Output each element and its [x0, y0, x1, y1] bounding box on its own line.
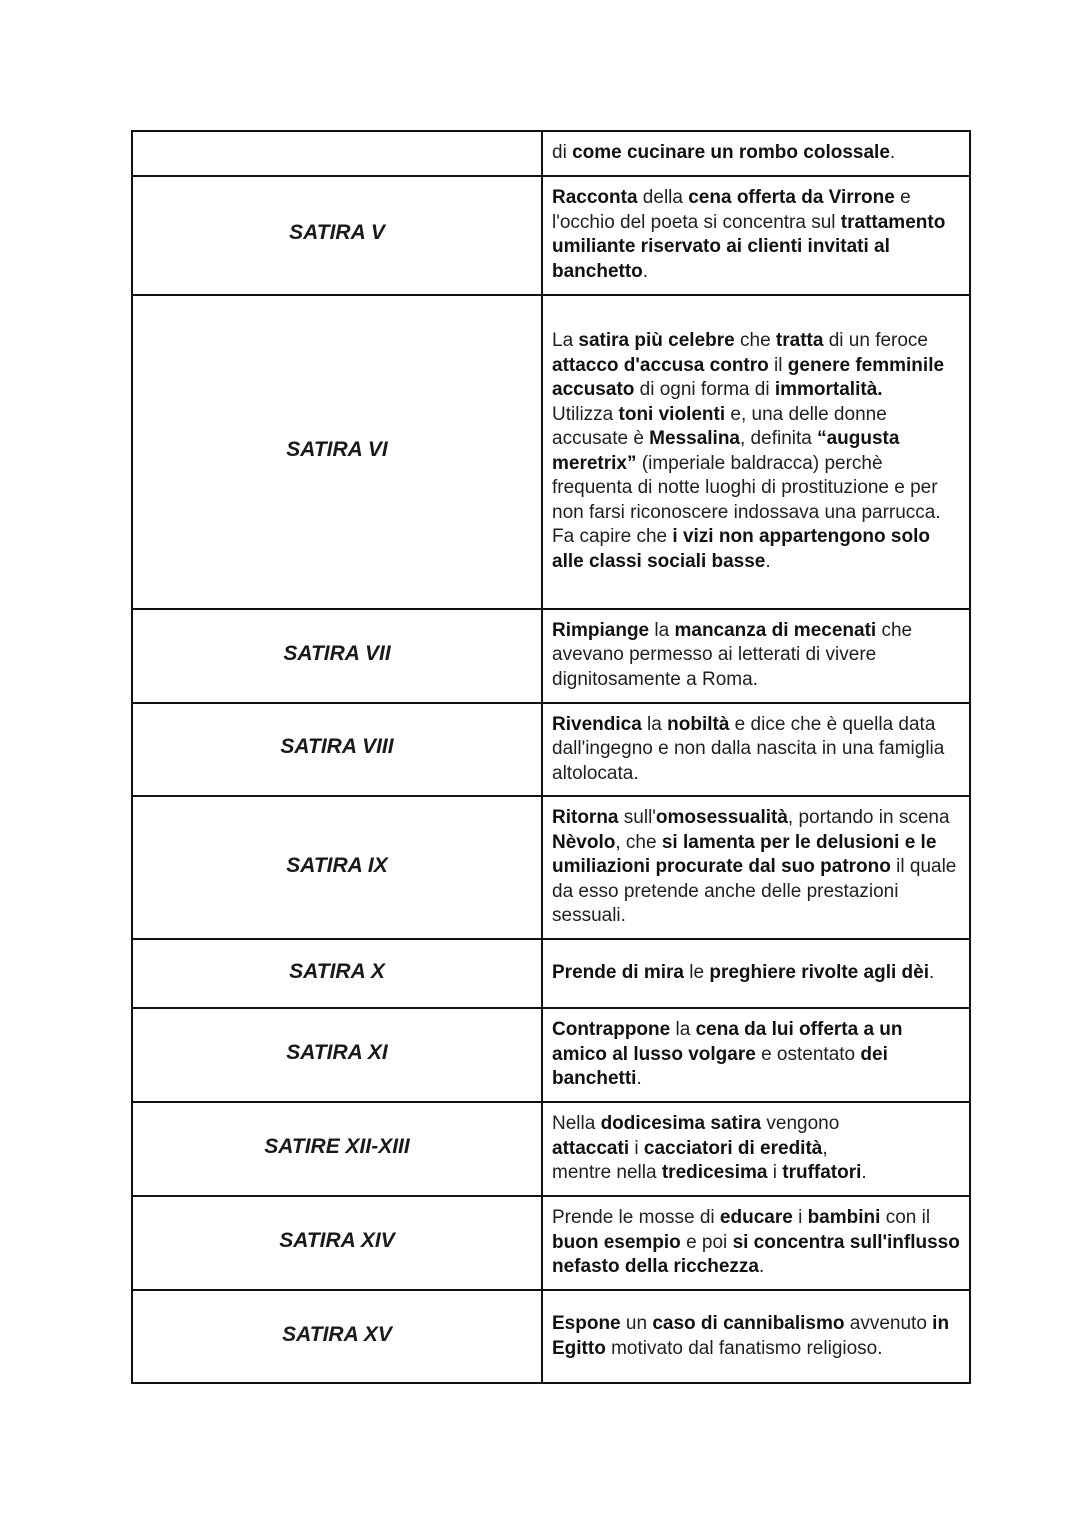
description-text: che avevano permesso ai letterati di vivere dignitosamente a Roma. [552, 619, 913, 690]
satira-title: SATIRA X [289, 959, 385, 983]
description-bold-text: Messalina [649, 428, 740, 449]
description-text: i [767, 1162, 783, 1184]
description-text: e dice che è quella data dall'ingegno e non dalla nascita in una famiglia altolocata. [552, 713, 945, 784]
satira-title: SATIRA IX [286, 853, 388, 877]
description-bold-text: genere femminile accusato [552, 354, 945, 400]
description-text: vengono [761, 1113, 840, 1135]
description-bold-text: Contrappone [552, 1019, 671, 1041]
description-text: , [822, 1137, 828, 1159]
description-bold-text: Rivendica [552, 713, 642, 735]
satire-table [131, 130, 971, 1384]
table-row [132, 131, 970, 176]
description-bold-text: tredicesima [661, 1162, 768, 1184]
satira-description [542, 1196, 970, 1290]
satira-description [542, 1008, 970, 1102]
satira-title-cell [132, 1290, 542, 1383]
description-text: . [636, 1068, 642, 1090]
table-row [132, 295, 970, 609]
description-bold-text: tratta [775, 330, 824, 351]
description-text: che [734, 330, 776, 351]
description-text: le [684, 962, 710, 984]
table-row [132, 939, 970, 1008]
table-row [132, 609, 970, 703]
description-bold-text: in Egitto [552, 1313, 950, 1359]
description-bold-text: cena offerta da Virrone [688, 187, 895, 208]
satira-title-cell [132, 131, 542, 176]
description-text: e l'occhio del poeta si concentra sul [552, 187, 911, 233]
description-text: , definita [740, 428, 818, 449]
description-text: sull' [618, 807, 656, 829]
description-text: Nella [552, 1113, 601, 1135]
satira-title: SATIRE XII-XIII [264, 1135, 410, 1158]
description-bold-text: “augusta meretrix” [552, 428, 900, 474]
description-text: Fa capire che [552, 526, 673, 547]
description-text: avvenuto [844, 1313, 933, 1334]
description-bold-text: Rimpiange [552, 619, 650, 641]
satira-title-cell [132, 939, 542, 1008]
description-bold-text: Racconta [552, 187, 638, 208]
description-text: la [670, 1019, 696, 1041]
description-bold-text: dodicesima satira [600, 1113, 762, 1135]
description-text: (imperiale baldracca) perchè frequenta di notte luoghi di prostituzione e per non farsi riconoscere indossava una parrucca. [552, 452, 941, 523]
description-bold-text: mancanza di mecenati [674, 619, 877, 641]
satire-table-body [132, 131, 970, 1383]
description-text: la [641, 713, 668, 735]
satira-description [542, 703, 970, 797]
description-bold-text: Prende di mira [552, 962, 684, 984]
description-bold-text: dei banchetti [552, 1043, 888, 1090]
description-bold-text: cacciatori di eredità [643, 1137, 823, 1159]
description-bold-text: buon esempio [552, 1231, 681, 1253]
satira-title: SATIRA XI [286, 1041, 388, 1064]
table-row [132, 796, 970, 939]
satira-title-cell [132, 1008, 542, 1102]
description-text: della [637, 187, 689, 208]
description-bold-text: Nèvolo [552, 831, 616, 853]
description-text: con il [880, 1207, 931, 1229]
table-row [132, 1008, 970, 1102]
satira-title-cell [132, 1102, 542, 1196]
satira-title-cell [132, 609, 542, 703]
description-bold-text: toni violenti [618, 403, 726, 425]
table-row [132, 1102, 970, 1196]
table-row [132, 176, 970, 295]
description-text: e, una delle donne accusate è [552, 403, 887, 449]
description-bold-text: si concentra sull'influsso nefasto della ricchezza [552, 1231, 960, 1278]
description-bold-text: i vizi non appartengono solo alle classi sociali basse [552, 526, 930, 572]
description-text: e poi [680, 1231, 733, 1253]
satira-title: SATIRA VIII [280, 735, 394, 759]
description-text: . [758, 1256, 765, 1278]
satira-title-cell [132, 703, 542, 797]
satira-description [542, 609, 970, 703]
description-text: il [768, 354, 788, 376]
table-row [132, 1290, 970, 1383]
description-text: i [792, 1207, 808, 1229]
description-text: La [552, 330, 579, 351]
description-bold-text: nobiltà [667, 713, 730, 735]
description-bold-text: preghiere rivolte agli dèi [709, 962, 929, 984]
satira-title: SATIRA XV [282, 1322, 392, 1346]
description-text: un [620, 1313, 653, 1334]
description-text: e ostentato [755, 1043, 861, 1065]
satira-description [542, 295, 970, 609]
satira-description [542, 131, 970, 176]
description-text: la [649, 619, 675, 641]
description-bold-text: bambini [807, 1207, 881, 1229]
description-text: , portando in scena [787, 807, 950, 829]
description-bold-text: cena da lui offerta a un amico al lusso volgare [552, 1019, 903, 1065]
description-text: il quale da esso pretende anche delle prestazioni sessuali. [552, 856, 957, 927]
satira-title: SATIRA XIV [279, 1229, 395, 1252]
description-text: di ogni forma di [634, 379, 775, 400]
description-bold-text: educare [719, 1207, 793, 1229]
description-bold-text: attacco d'accusa contro [552, 354, 769, 376]
satira-description [542, 1102, 970, 1196]
satira-description [542, 1290, 970, 1383]
description-text: , che [615, 831, 662, 853]
description-bold-text: Ritorna [552, 807, 619, 829]
table-row [132, 703, 970, 797]
satira-title: SATIRA V [289, 221, 385, 244]
satira-title-cell [132, 796, 542, 939]
description-bold-text: attaccati [552, 1137, 630, 1159]
description-text: i [629, 1137, 644, 1159]
description-bold-text: immortalità. [774, 379, 883, 400]
description-text: motivato dal fanatismo religioso. [605, 1337, 883, 1359]
description-text: . [889, 142, 896, 163]
description-bold-text: omosessualità [655, 807, 788, 829]
description-bold-text: come cucinare un rombo colossale [572, 142, 890, 163]
satira-description [542, 939, 970, 1008]
description-text: Utilizza [552, 403, 619, 425]
table-row [132, 1196, 970, 1290]
description-text: . [765, 550, 771, 572]
description-text: . [861, 1162, 867, 1184]
description-text: . [642, 260, 649, 282]
description-bold-text: si lamenta per le delusioni e le umiliazioni procurate dal suo patrono [552, 831, 937, 878]
satira-title-cell [132, 295, 542, 609]
satira-description [542, 176, 970, 295]
description-bold-text: truffatori [782, 1162, 862, 1184]
satira-title-cell [132, 176, 542, 295]
description-bold-text: Espone [552, 1313, 621, 1334]
description-text: di [552, 142, 573, 163]
satira-title: SATIRA VI [286, 437, 388, 461]
description-bold-text: satira più celebre [578, 330, 735, 351]
description-text: mentre nella [552, 1162, 662, 1184]
description-bold-text: caso di cannibalismo [652, 1313, 845, 1334]
satira-description [542, 796, 970, 939]
satira-title-cell [132, 1196, 542, 1290]
description-text: di un feroce [823, 330, 929, 351]
description-text: . [928, 962, 935, 984]
satira-title: SATIRA VII [283, 641, 391, 665]
description-text: Prende le mosse di [552, 1207, 720, 1229]
description-bold-text: trattamento umiliante riservato ai clienti invitati al banchetto [552, 211, 946, 282]
